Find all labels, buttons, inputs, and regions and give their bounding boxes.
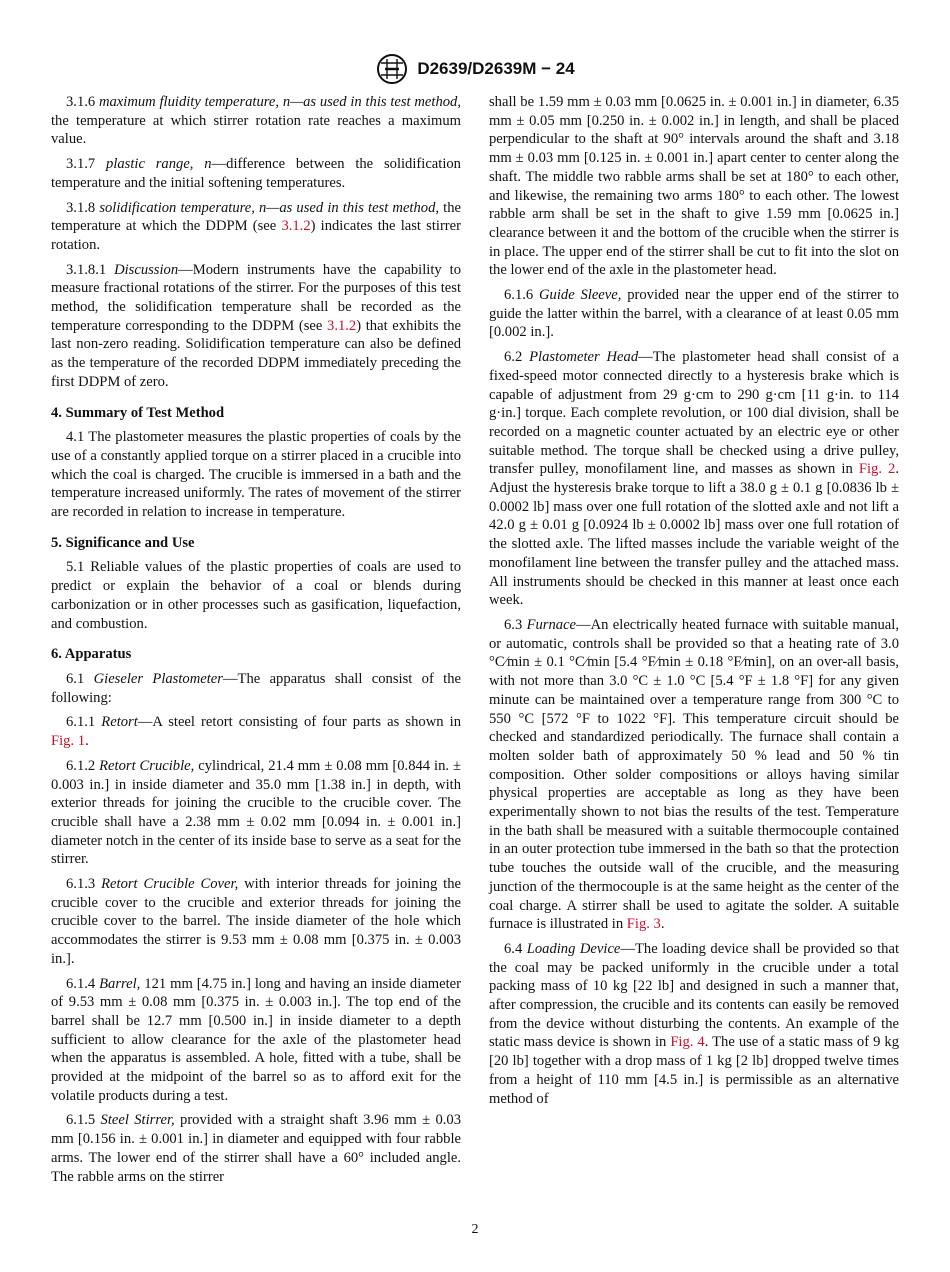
figure-link-fig-1[interactable]: Fig. 1 [51,733,86,750]
page-header [0,52,950,86]
paragraph-6-1-1: 6.1.1 Retort—A steel retort consisting of four parts as shown in Fig. 1. [51,714,461,750]
paragraph-3-1-8-1: 3.1.8.1 Discussion—Modern instruments have the capability to measure fractional rotations of the stirrer. For the purposes of this test method, the solidification temperature shall be recorded as the temperature corresponding to the DDPM (see 3.1.2) that exhibits the last non-zero reading. Solidification temperature can also be defined as the temperature of the recorded DDPM immediately preceding the first DDPM of zero. [51,261,462,390]
standard-designation: D2639/D2639M − 24 [417,59,575,78]
paragraph-4-1: 4.1 The plastometer measures the plastic properties of coals by the use of a constantly applied torque on a stirrer placed in a crucible into which the coal is charged. The crucible is immersed in a bath and the temperature increased uniformly. The rates of movement of the stirrer are recorded in relation to increase in temperature. [51,429,461,521]
paragraph-6-4: 6.4 Loading Device—The loading device shall be provided so that the coal may be packed uniformly in the crucible under a total packing mass of 10 kg [22 lb] and designed in such a manner that, after compression, the crucible and its contents can easily be removed from the device without disturbing the contents. An example of the static mass device is shown in Fig. 4. The use of a static mass of 9 kg [20 lb] together with a drop mass of 1 kg [2 lb] dropped twelve times from a height of 110 mm [4.5 in.] is permissible as an alternative method of [489,940,900,1107]
paragraph-3-1-8: 3.1.8 solidification temperature, n—as used in this test method, the temperature at which the DDPM (see 3.1.2) indicates the last stirrer rotation. [51,199,462,253]
paragraph-6-1-3: 6.1.3 Retort Crucible Cover, with interior threads for joining the crucible cover to the crucible and exterior threads for joining the crucible cover to the barrel. The inside diameter of the hole which accommodates the stirrer is 9.53 mm ± 0.08 mm [0.375 in. ± 0.003 in.]. [51,876,461,967]
paragraph-3-1-7: 3.1.7 plastic range, n—difference between the solidification temperature and the initial softening temperatures. [51,156,461,191]
paragraph-3-1-6: 3.1.6 maximum fluidity temperature, n—as used in this test method, the temperature at which stirrer rotation rate reaches a maximum value. [51,94,461,148]
paragraph-6-1-5: 6.1.5 Steel Stirrer, provided with a straight shaft 3.96 mm ± 0.03 mm [0.156 in. ± 0.001 in.] in diameter and equipped with four rabble arms. The lower end of the stirrer shall have a 60° included angle. The rabble arms on the stirrer [51,1112,462,1185]
paragraph-6-2: 6.2 Plastometer Head—The plastometer head shall consist of a fixed-speed motor connected directly to a hysteresis brake which is capable of adjustment from 29 g·cm to 290 g·cm [11 g·in. to 114 g·in.] torque. Each complete revolution, or 100 dial division, shall be recorded on a magnetic counter actuated by an electric eye or other suitable method. The torque shall be checked using a drive pulley, transfer pulley, monofilament line, and masses as shown in Fig. 2. Adjust the hysteresis brake torque to lift a 38.0 g ± 0.1 g [0.0836 lb ± 0.0002 lb] mass over one full rotation of the slotted axle and not lift a 42.0 g ± 0.01 g [0.0924 lb ± 0.0002 lb] mass over one full rotation of the slotted axle. The lifted masses include the variable weight of the monofilament line between the transfer pulley and the attached mass. All instruments should be checked in this manner at least once each week. [489,349,900,609]
left-column [51,93,461,1192]
figure-link-fig-3[interactable]: Fig. 3 [626,916,661,933]
astm-logo-icon [375,53,409,85]
section-heading-5: 5. Significance and Use [51,534,195,551]
section-link-3-1-2[interactable]: 3.1.2 [327,317,357,334]
page-number: 2 [471,1222,479,1237]
right-column [489,93,899,1114]
section-heading-6: 6. Apparatus [51,646,132,663]
figure-link-fig-4[interactable]: Fig. 4 [670,1034,705,1051]
paragraph-6-1: 6.1 Gieseler Plastometer—The apparatus shall consist of the following: [51,670,461,706]
figure-link-fig-2[interactable]: Fig. 2 [858,461,896,478]
paragraph-6-1-5-continued: shall be 1.59 mm ± 0.03 mm [0.0625 in. ± 0.001 in.] in diameter, 6.35 mm ± 0.05 mm [0.250 in. ± 0.002 in.] in length, and shall be placed perpendicular to the shaft at 90° intervals around the shaft and 3.18 mm ± 0.03 mm [0.125 in. ± 0.001 in.] apart center to center along the shaft. The middle two rabble arms shall be set at 180° to each other, and likewise, the remaining two arms 180° to each other. The lowest rabble arm shall be set in the shaft to give 1.59 mm [0.0625 in.] clearance between it and the bottom of the crucible when the stirrer is in place. The upper end of the stirrer shall be cut to fit into the slot on the lower end of the axle in the plastometer head. [489,94,899,279]
paragraph-5-1: 5.1 Reliable values of the plastic properties of coals are used to predict or explain the behavior of a coal or blends during carbonization or in other processes such as gasification, liquefaction, and combustion. [51,559,461,632]
section-link-3-1-2[interactable]: 3.1.2 [281,218,311,235]
paragraph-6-3: 6.3 Furnace—An electrically heated furnace with suitable manual, or automatic, controls shall be provided so that a heating rate of 3.0 °C⁄min ± 0.1 °C⁄min [5.4 °F⁄min ± 0.18 °F⁄min], on an over-all basis, with not more than 3.0 °C ± 1.0 °C [5.4 °F ± 1.8 °F] for any given minute can be maintained over a temperature range from 300 °C to 550 °C [572 °F to 1022 °F]. This temperature circuit should be checked and standardized periodically. The furnace shall contain a molten solder bath of approximately 50 % lead and 50 % tin composition. Other solder compositions or alloys having similar physical properties are acceptable as long as they have been experimentally shown to not bias the results of the test. Temperature in the bath shall be measured with a suitable thermocouple contained in an outer protection tube immersed in the bath so that the protection tube touches the outside wall of the crucible, and the measuring junction of the thermocouple is at the same height as the center of the coal charge. A stirrer shall be used to agitate the solder. A suitable furnace is illustrated in Fig. 3. [489,616,899,933]
section-heading-4: 4. Summary of Test Method [51,404,225,421]
paragraph-6-1-2: 6.1.2 Retort Crucible, cylindrical, 21.4 mm ± 0.08 mm [0.844 in. ± 0.003 in.] in inside diameter and 35.0 mm [1.38 in.] in depth, with exterior threads for joining the crucible to the crucible cover. The crucible shall have a 2.38 mm ± 0.02 mm [0.094 in. ± 0.001 in.] diameter notch in the center of its inside base to serve as a seat for the stirrer. [51,757,461,868]
paragraph-6-1-4: 6.1.4 Barrel, 121 mm [4.75 in.] long and having an inside diameter of 9.53 mm ± 0.08 mm [0.375 in. ± 0.003 in.]. The top end of the barrel shall be 12.7 mm [0.500 in.] in inside diameter to a depth sufficient to allow clearance for the axle of the plastometer head when the apparatus is assembled. A hole, fitted with a tube, shall be provided at the midpoint of the barrel so as to afford exit for the volatile products during a test. [51,975,461,1104]
paragraph-6-1-6: 6.1.6 Guide Sleeve, provided near the upper end of the stirrer to guide the latter within the barrel, with a clearance of at least 0.05 mm [0.002 in.]. [489,287,899,341]
